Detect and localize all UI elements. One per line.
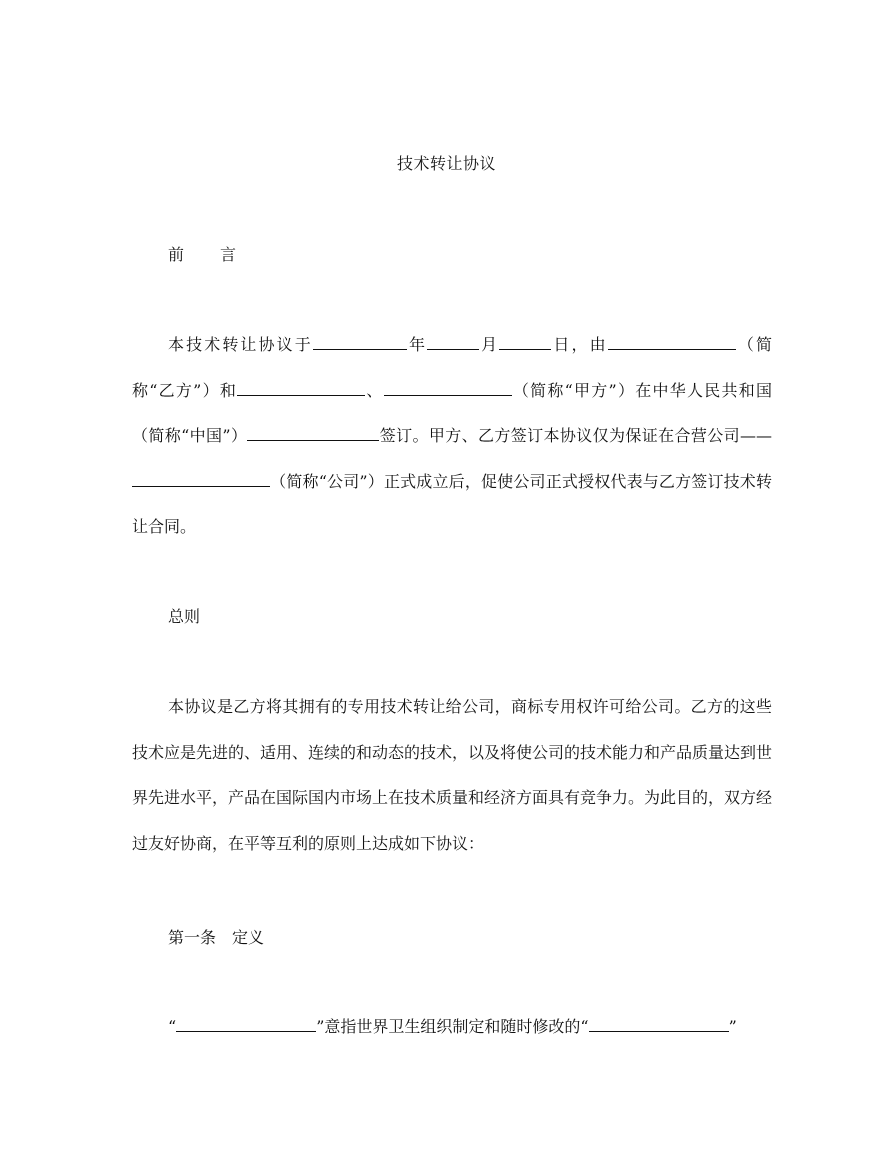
article-1-text: ”意指世界卫生组织制定和随时修改的“ [316,1017,589,1036]
preface-text-8: 签订。甲方、乙方签订本协议仅为保证在合营公司—— [379,426,772,445]
blank-party-a1 [237,380,365,396]
general-heading: 总则 [168,607,201,626]
preface-text-7: （简称“甲方”）在中华人民共和国（简称“中国”） [132,380,772,445]
article-1-quote-open: “ [168,1017,177,1036]
article-1-paragraph [132,1004,772,1050]
blank-party-a2 [384,380,512,396]
blank-company [132,471,270,487]
blank-day [499,334,551,350]
article-1-quote-close: ” [728,1017,737,1036]
preface-text-2: 年 [406,335,428,354]
blank-place [247,425,379,441]
preface-heading-char-1: 前 [168,245,185,264]
preface-text-1: 本技术转让协议于 [168,335,313,354]
article-1-heading [168,925,264,948]
blank-definition-source [589,1016,729,1032]
article-1-number: 第一条 [168,928,217,947]
blank-month [427,334,479,350]
document-title: 技术转让协议 [396,154,496,173]
preface-text-6: 、 [365,380,384,400]
preface-heading-char-2: 言 [220,245,237,264]
blank-definition-term [176,1016,316,1032]
article-1-title: 定义 [232,928,265,947]
preface-text-9: （简称“公司”）正式成立后，促使公司正式授权代表与乙方签订技术转让合同。 [132,471,772,536]
preface-text-4: 日，由 [551,335,608,354]
preface-heading [168,242,236,265]
preface-text-5: （简称“乙方”）和 [132,335,772,400]
preface-paragraph [132,322,772,550]
blank-year [313,334,407,350]
general-paragraph: 本协议是乙方将其拥有的专用技术转让给公司，商标专用权许可给公司。乙方的这些技术应是先进的、适用、连续的和动态的技术，以及将使公司的技术能力和产品质量达到世界先进水平，产品在国际国内市场上在技术质量和经济方面具有竞争力。为此目的，双方经过友好协商，在平等互利的原则上达成如下协议： [132,697,773,853]
blank-party-b [608,334,736,350]
preface-text-3: 月 [479,335,500,354]
